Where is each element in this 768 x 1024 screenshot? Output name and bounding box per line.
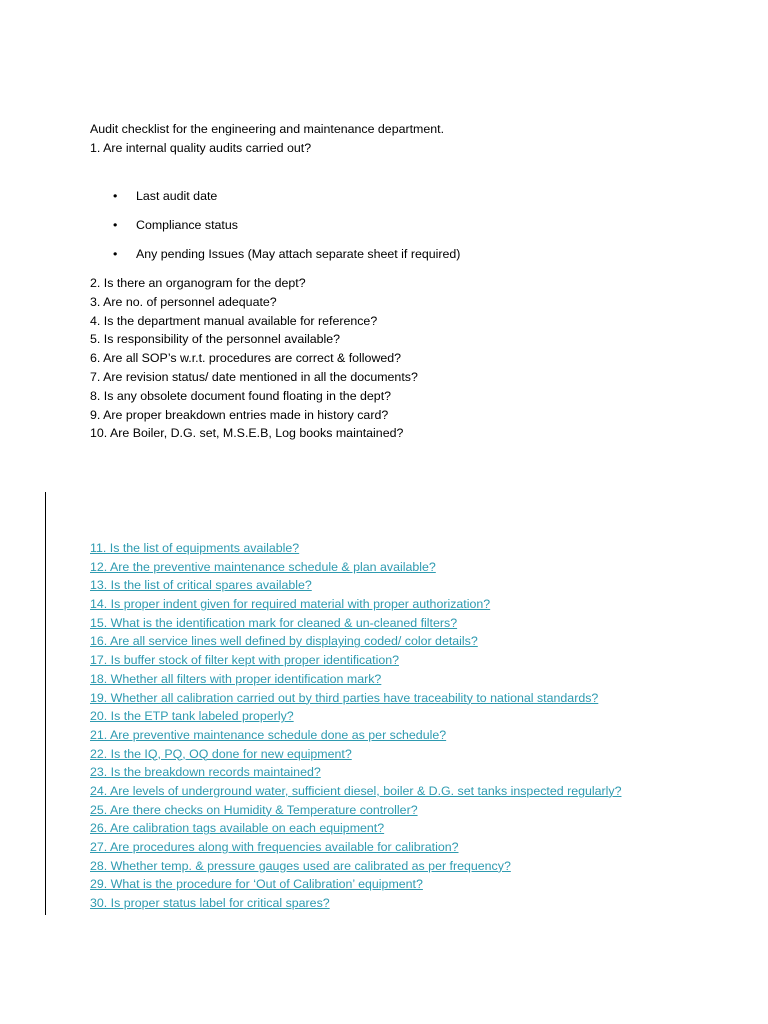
linked-question-item [90, 801, 621, 820]
linked-question-item [90, 539, 621, 558]
bullet-dot-icon: • [113, 247, 118, 261]
question-link[interactable]: 25. Are there checks on Humidity & Temperature controller? [90, 802, 418, 817]
linked-question-item [90, 558, 621, 577]
question-link[interactable]: 24. Are levels of underground water, sufficient diesel, boiler & D.G. set tanks inspected regularly? [90, 783, 622, 798]
linked-question-item [90, 745, 621, 764]
bullet-item [113, 215, 460, 244]
linked-question-item [90, 894, 621, 913]
linked-question-item [90, 763, 621, 782]
question-link[interactable]: 30. Is proper status label for critical spares? [90, 896, 330, 911]
bullet-text: Last audit date [136, 189, 218, 203]
question-item: 6. Are all SOP’s w.r.t. procedures are correct & followed? [90, 351, 402, 366]
bullet-text: Any pending Issues (May attach separate sheet if required) [136, 247, 461, 261]
bullet-item [113, 244, 460, 273]
question-link[interactable]: 26. Are calibration tags available on each equipment? [90, 821, 385, 836]
question-link[interactable]: 15. What is the identification mark for cleaned & un-cleaned filters? [90, 615, 458, 630]
question-link[interactable]: 16. Are all service lines well defined by displaying coded/ color details? [90, 634, 478, 649]
audit-detail-bullets [113, 186, 460, 273]
question-link[interactable]: 18. Whether all filters with proper identification mark? [90, 671, 382, 686]
question-link[interactable]: 22. Is the IQ, PQ, OQ done for new equipment? [90, 746, 352, 761]
margin-divider [45, 492, 46, 915]
linked-question-item [90, 875, 621, 894]
linked-question-list [90, 539, 621, 913]
question-item: 2. Is there an organogram for the dept? [90, 276, 306, 290]
question-link[interactable]: 11. Is the list of equipments available? [90, 541, 300, 555]
question-item: 4. Is the department manual available for reference? [90, 313, 378, 328]
linked-question-item [90, 632, 621, 651]
bullet-item [113, 186, 460, 215]
linked-question-item [90, 707, 621, 726]
question-list [90, 274, 418, 443]
linked-question-item [90, 857, 621, 876]
linked-question-item [90, 838, 621, 857]
linked-question-item [90, 670, 621, 689]
question-link[interactable]: 27. Are procedures along with frequencies available for calibration? [90, 840, 459, 854]
question-item: 7. Are revision status/ date mentioned in all the documents? [90, 369, 418, 384]
question-link[interactable]: 20. Is the ETP tank labeled properly? [90, 709, 294, 724]
linked-question-item [90, 726, 621, 745]
question-item: 5. Is responsibility of the personnel available? [90, 332, 341, 347]
question-item: 9. Are proper breakdown entries made in history card? [90, 407, 389, 422]
question-link[interactable]: 21. Are preventive maintenance schedule done as per schedule? [90, 727, 447, 742]
linked-question-item [90, 819, 621, 838]
linked-question-item [90, 595, 621, 614]
question-link[interactable]: 17. Is buffer stock of filter kept with proper identification? [90, 653, 400, 668]
linked-question-item [90, 689, 621, 708]
linked-question-item [90, 782, 621, 801]
question-link[interactable]: 14. Is proper indent given for required material with proper authorization? [90, 597, 491, 612]
linked-question-item [90, 614, 621, 633]
question-item: 8. Is any obsolete document found floating in the dept? [90, 388, 392, 403]
question-link[interactable]: 23. Is the breakdown records maintained? [90, 765, 321, 780]
question-1: 1. Are internal quality audits carried out? [90, 141, 312, 155]
question-item: 3. Are no. of personnel adequate? [90, 294, 277, 309]
bullet-dot-icon: • [113, 189, 118, 203]
bullet-dot-icon: • [113, 218, 118, 232]
question-link[interactable]: 13. Is the list of critical spares available? [90, 578, 312, 593]
document-title: Audit checklist for the engineering and maintenance department. [90, 122, 445, 136]
checklist-header [90, 120, 730, 158]
question-link[interactable]: 19. Whether all calibration carried out by third parties have traceability to national standards? [90, 690, 599, 705]
question-link[interactable]: 28. Whether temp. & pressure gauges used are calibrated as per frequency? [90, 858, 511, 873]
question-link[interactable]: 29. What is the procedure for ‘Out of Calibration’ equipment? [90, 877, 423, 892]
linked-question-item [90, 576, 621, 595]
question-item: 10. Are Boiler, D.G. set, M.S.E.B, Log books maintained? [90, 426, 404, 441]
question-link[interactable]: 12. Are the preventive maintenance schedule & plan available? [90, 559, 436, 574]
linked-question-item [90, 651, 621, 670]
bullet-text: Compliance status [136, 218, 238, 232]
